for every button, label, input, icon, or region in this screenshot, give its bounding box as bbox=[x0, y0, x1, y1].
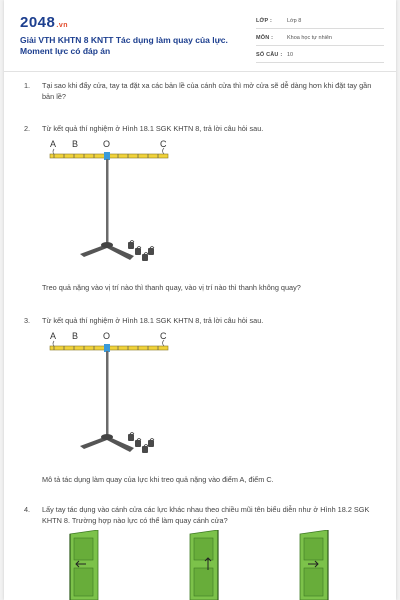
question-text: Từ kết quả thí nghiệm ở Hình 18.1 SGK KHTN 8, trả lời câu hỏi sau. bbox=[42, 124, 264, 133]
figure-label-b: B bbox=[72, 331, 79, 341]
question-number: 1. bbox=[24, 81, 31, 90]
question-text: Từ kết quả thí nghiệm ở Hình 18.1 SGK KHTN 8, trả lời câu hỏi sau. bbox=[42, 316, 264, 325]
question-number: 4. bbox=[24, 505, 31, 514]
door-figure-c bbox=[294, 530, 334, 600]
lever-figure-2 bbox=[40, 328, 190, 468]
lever-figure-1 bbox=[40, 136, 190, 276]
logo-text: 2048 bbox=[20, 14, 56, 31]
meta-row-subject bbox=[256, 31, 384, 46]
document-header bbox=[4, 0, 396, 72]
pivot bbox=[104, 152, 110, 160]
question-number: 2. bbox=[24, 124, 31, 133]
meta-info bbox=[256, 14, 384, 65]
meta-row-count bbox=[256, 48, 384, 63]
question-text: Tại sao khi đẩy cửa, tay ta đặt xa các bản lề của cánh cửa thì mở cửa sẽ dễ dàng hơn khi đặt tay gần bản lề? bbox=[42, 81, 372, 101]
meta-label: MÔN : bbox=[256, 35, 274, 41]
question-text: Lấy tay tác dụng vào cánh cửa các lực khác nhau theo chiều mũi tên biểu diễn như ở Hình 18.2 SGK KHTN 8. Trường hợp nào lực có thể làm quay cánh cửa? bbox=[42, 505, 370, 525]
figure-label-o: O bbox=[103, 331, 111, 341]
site-logo[interactable] bbox=[20, 14, 68, 31]
document-title: Giải VTH KHTN 8 KNTT Tác dụng làm quay của lực. Moment lực có đáp án bbox=[20, 35, 228, 56]
figure-label-a: A bbox=[50, 331, 57, 341]
meta-label: SỐ CÂU : bbox=[256, 52, 283, 58]
figure-label-a: A bbox=[50, 139, 57, 149]
meta-label: LỚP : bbox=[256, 18, 272, 24]
door-figure-a bbox=[64, 530, 104, 600]
stand-rod bbox=[106, 351, 109, 438]
pivot bbox=[104, 344, 110, 352]
stand-rod bbox=[106, 159, 109, 246]
figure-label-c: C bbox=[160, 331, 167, 341]
question-2-caption: Treo quả nặng vào vị trí nào thì thanh quay, vào vị trí nào thì thanh không quay? bbox=[42, 283, 301, 292]
meta-value: 10 bbox=[287, 52, 294, 58]
figure-label-c: C bbox=[160, 139, 167, 149]
document-page bbox=[4, 0, 396, 600]
meta-value: Khoa học tự nhiên bbox=[287, 35, 332, 41]
door-figure-b bbox=[184, 530, 224, 600]
meta-value: Lớp 8 bbox=[287, 18, 302, 24]
question-number: 3. bbox=[24, 316, 31, 325]
figure-label-b: B bbox=[72, 139, 79, 149]
question-3-caption: Mô tả tác dụng làm quay của lực khi treo quả nặng vào điểm A, điểm C. bbox=[42, 475, 274, 484]
meta-row-class bbox=[256, 14, 384, 29]
logo-suffix: .vn bbox=[56, 22, 68, 29]
figure-label-o: O bbox=[103, 139, 111, 149]
